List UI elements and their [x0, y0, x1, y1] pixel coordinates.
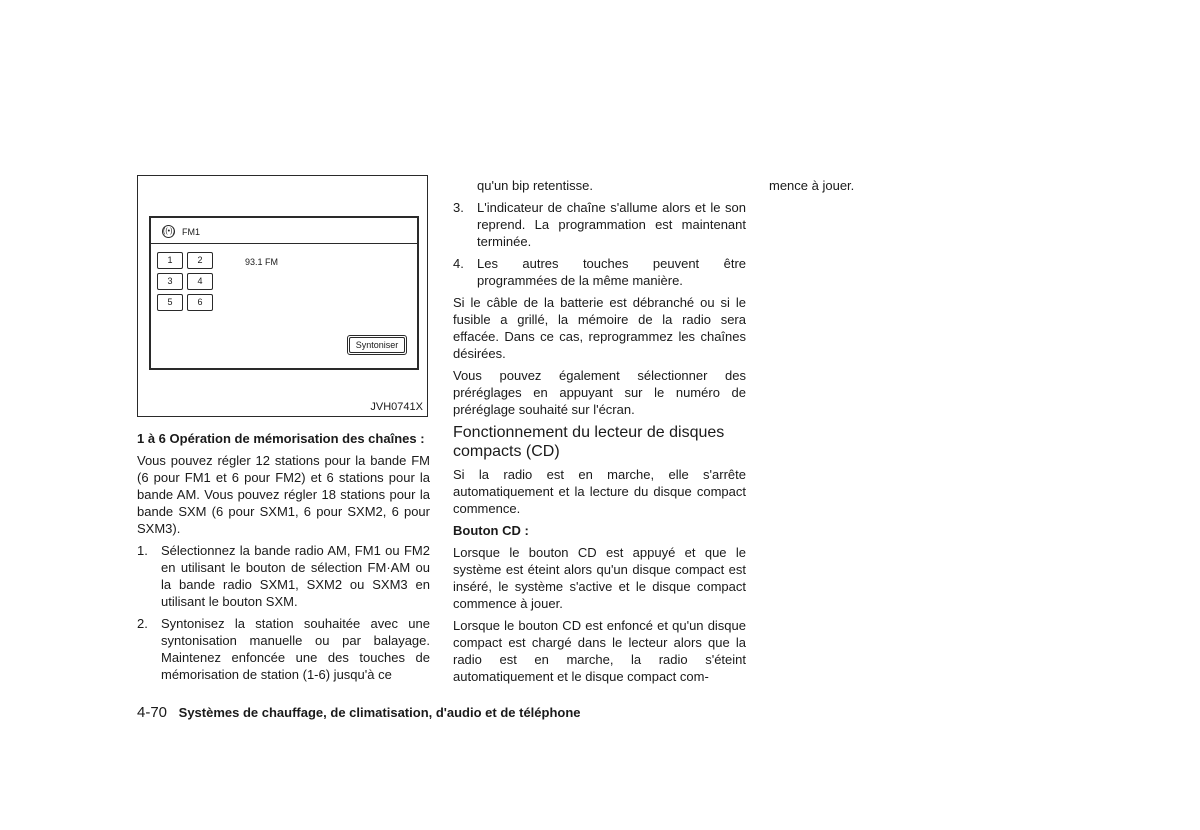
right-column	[769, 177, 1062, 199]
cd-intro: Si la radio est en marche, elle s'arrête automatiquement et la lecture du disque compact commence.	[453, 467, 746, 516]
step-number: 2.	[137, 616, 148, 631]
preset-touch-note: Vous pouvez également sélectionner des préréglages en appuyant sur le numéro de préréglage souhaité sur l'écran.	[453, 368, 746, 417]
cd-button-para-2: Lorsque le bouton CD est enfoncé et qu'un disque compact est chargé dans le lecteur alors que la radio est en marche, la radio s'éteint automatiquement et le disque compact com-	[453, 618, 746, 684]
band-label: FM1	[182, 227, 200, 237]
tune-button-label: Syntoniser	[355, 340, 399, 350]
step-continuation: qu'un bip retentisse.	[477, 178, 593, 193]
step-text: Sélectionnez la bande radio AM, FM1 ou FM2 en utilisant le bouton de sélection FM·AM ou la bande radio SXM1, SXM2 ou SXM3 en utilisant le bouton SXM.	[161, 543, 430, 609]
battery-note: Si le câble de la batterie est débranché ou si le fusible a grillé, la mémoire de la radio sera effacée. Dans ce cas, reprogrammez les chaînes désirées.	[453, 295, 746, 361]
page-footer	[137, 704, 581, 721]
display-header	[151, 218, 417, 244]
presets-steps-list	[137, 542, 430, 683]
cd-section-title: Fonctionnement du lecteur de disques compacts (CD)	[453, 424, 725, 460]
radio-icon: ((•))	[162, 225, 175, 238]
preset-button-4: 4	[187, 273, 213, 290]
preset-button-6: 6	[187, 294, 213, 311]
preset-button-5: 5	[157, 294, 183, 311]
cd-button-para-1: Lorsque le bouton CD est appuyé et que le système est éteint alors qu'un disque compact est inséré, le système s'active et le disque compact commence à jouer.	[453, 545, 746, 611]
figure-code: JVH0741X	[370, 401, 423, 413]
presets-intro: Vous pouvez régler 12 stations pour la bande FM (6 pour FM1 et 6 pour FM2) et 6 stations pour la bande AM. Vous pouvez régler 18 stations pour la bande SXM (6 pour SXM1, 6 pour SXM2, 6 pour SXM3).	[137, 453, 430, 536]
presets-steps-list-continued	[453, 199, 746, 289]
paragraph-continuation: mence à jouer.	[769, 178, 855, 193]
frequency-readout: 93.1 FM	[245, 257, 279, 267]
step-number: 4.	[453, 256, 464, 271]
preset-button-3: 3	[157, 273, 183, 290]
step-item	[137, 542, 430, 610]
preset-button-2: 2	[187, 252, 213, 269]
middle-column	[453, 177, 746, 690]
tune-button	[347, 335, 407, 355]
cd-button-heading: Bouton CD :	[453, 523, 529, 538]
step-number: 1.	[137, 543, 148, 558]
step-item	[453, 255, 746, 289]
step-text: Les autres touches peuvent être programmées de la même manière.	[477, 256, 746, 288]
step-number: 3.	[453, 200, 464, 215]
radio-screen-figure	[137, 175, 428, 417]
radio-display	[149, 216, 419, 370]
preset-button-1: 1	[157, 252, 183, 269]
step-text: Syntonisez la station souhaitée avec une syntonisation manuelle ou par balayage. Maintenez enfoncée une des touches de mémorisation de station (1-6) jusqu'à ce	[161, 616, 430, 682]
section-heading-presets: 1 à 6 Opération de mémorisation des chaînes :	[137, 431, 425, 446]
left-column	[137, 430, 430, 688]
step-item	[137, 615, 430, 683]
step-text: L'indicateur de chaîne s'allume alors et le son reprend. La programmation est maintenant terminée.	[477, 200, 746, 249]
step-item	[453, 199, 746, 250]
chapter-title: Systèmes de chauffage, de climatisation, d'audio et de téléphone	[178, 705, 581, 720]
page-number: 4-70	[137, 704, 168, 721]
